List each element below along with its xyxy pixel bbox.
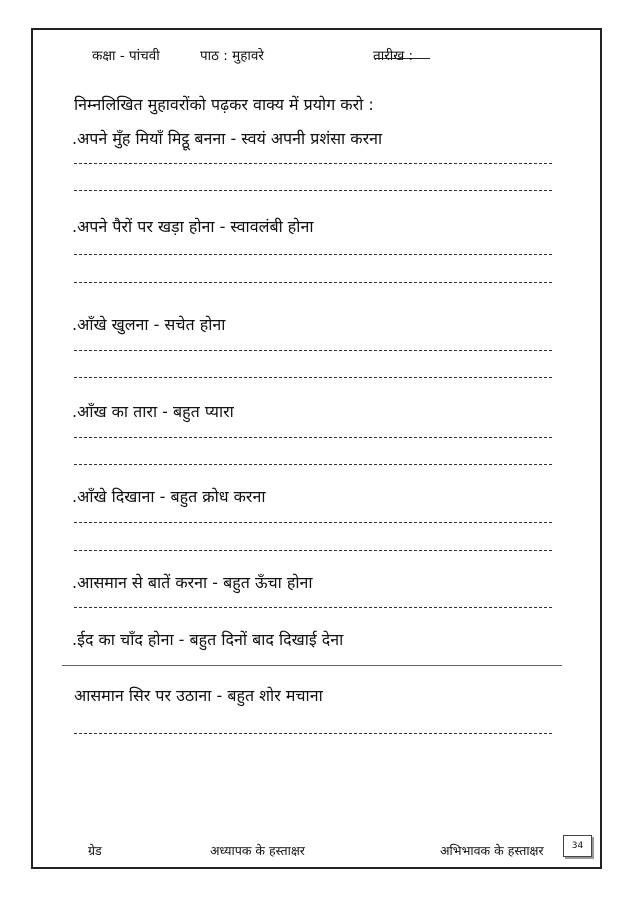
idiom-item-6: .आसमान से बातें करना - बहुत ऊँचा होना — [72, 573, 313, 592]
answer-line[interactable] — [74, 437, 552, 438]
parent-signature-label: अभिभावक के हस्ताक्षर — [440, 843, 544, 858]
grade-label: ग्रेड — [88, 843, 102, 858]
answer-line[interactable] — [74, 350, 552, 351]
answer-line[interactable] — [74, 522, 552, 523]
answer-line[interactable] — [74, 163, 552, 164]
idiom-item-7: .ईद का चाँद होना - बहुत दिनों बाद दिखाई देना — [72, 630, 344, 649]
idiom-item-1: .अपने मुँह मियाँ मिट्ठू बनना - स्वयं अपनी प्रशंसा करना — [72, 129, 383, 148]
idiom-item-4: .आँख का तारा - बहुत प्यारा — [72, 402, 234, 421]
answer-line[interactable] — [74, 464, 552, 465]
answer-line[interactable] — [74, 550, 552, 551]
class-label: कक्षा - पांचवी — [92, 48, 160, 64]
idiom-item-8: आसमान सिर पर उठाना - बहुत शोर मचाना — [74, 686, 323, 705]
answer-line[interactable] — [62, 665, 562, 666]
date-label: तारीख : — [373, 48, 414, 64]
answer-line[interactable] — [74, 377, 552, 378]
answer-line[interactable] — [74, 733, 552, 734]
idiom-item-3: .आँखे खुलना - सचेत होना — [72, 315, 226, 334]
teacher-signature-label: अध्यापक के हस्ताक्षर — [210, 843, 305, 858]
page-number: 34 — [563, 835, 592, 857]
date-blank-line[interactable] — [375, 46, 430, 59]
worksheet-header — [0, 46, 638, 70]
answer-line[interactable] — [74, 282, 552, 283]
lesson-label: पाठ : मुहावरे — [200, 48, 264, 64]
answer-line[interactable] — [74, 254, 552, 255]
page-border — [31, 28, 602, 869]
answer-line[interactable] — [74, 607, 552, 608]
instruction-text: निम्नलिखित मुहावरोंको पढ़कर वाक्य में प्रयोग करो : — [74, 95, 374, 114]
idiom-item-2: .अपने पैरों पर खड़ा होना - स्वावलंबी होना — [72, 217, 314, 236]
idiom-item-5: .आँखे दिखाना - बहुत क्रोध करना — [72, 487, 266, 506]
answer-line[interactable] — [74, 190, 552, 191]
